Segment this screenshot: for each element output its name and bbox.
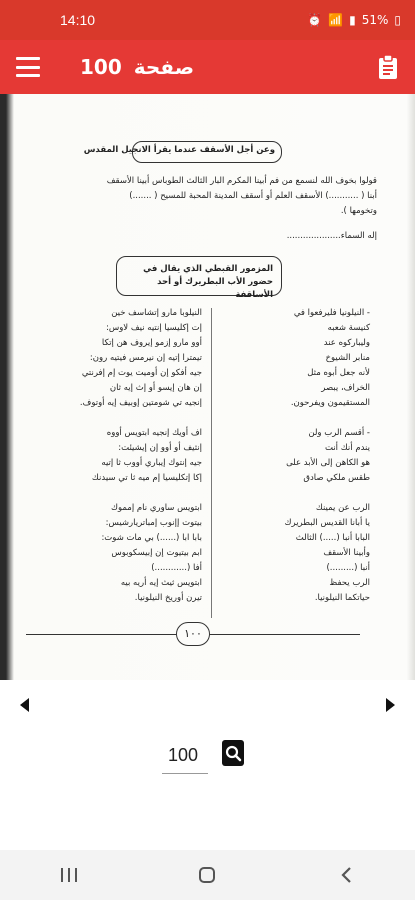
right-col-line: لأنه جعل أبوه مثل: [307, 368, 370, 378]
page-number-input[interactable]: [162, 738, 208, 774]
page-label-title: صفحة: [133, 55, 195, 79]
recent-apps-icon[interactable]: [49, 855, 89, 895]
left-col-line: أوو مارو إزمو إيروف هن إتكا: [101, 338, 202, 348]
left-col-line: إن هان إيسو أو إث إيه ثان: [109, 383, 202, 393]
left-col-line: النيلوبا مارو إتشاسف خين: [111, 308, 202, 318]
signal-icon: ▮: [349, 13, 356, 27]
left-col-line: بيتوت إإنوب إمباتريارشيس:: [105, 518, 202, 528]
right-col-line: يندم أنك أنت: [324, 443, 370, 453]
left-col-line: إنثيف أو أوو إن إيشيئت:: [118, 443, 202, 453]
right-col-line: أنبا (.........): [326, 563, 370, 573]
left-col-line: ابم بيتيوت إن إبيسكوبوس: [111, 548, 202, 558]
right-col-line: حياتكما النيلونيا.: [314, 593, 370, 603]
app-bar: [0, 40, 415, 94]
doc-line-3: وتخومها ).: [340, 206, 377, 216]
heading-text-2: المزمور القبطي الذي يقال في حضور الأب البطريرك أو أحد الأساقفة: [143, 264, 273, 300]
right-col-line: طقس ملكي صادق: [303, 473, 370, 483]
left-col-line: أفا (............): [151, 563, 202, 573]
right-col-line: هو الكاهن إلى الأبد على: [286, 458, 370, 468]
alarm-icon: ⏰: [307, 13, 323, 27]
right-col-line: الخراف، يبصر: [321, 383, 370, 393]
status-time: 14:10: [60, 12, 96, 28]
status-bar: [0, 0, 415, 40]
right-col-line: يا أبانا القديس البطريرك: [284, 518, 370, 528]
right-col-line: منابر الشيوخ: [325, 353, 370, 363]
right-col-line: - النيلونيا فليرفعوا في: [293, 308, 370, 318]
left-col-line: إت إكليسيا إنتيه نيف لاوس:: [105, 323, 202, 333]
heading-box-2: [116, 256, 282, 300]
right-col-line: الرب يحفظ: [329, 578, 370, 588]
right-col-line: - أقسم الرب ولن: [308, 428, 370, 438]
heading-text-1: وعن أجل الأسقف عندما يقرأ الانجيل المقدس: [83, 145, 275, 155]
battery-text: 51%: [361, 13, 389, 27]
back-icon[interactable]: [326, 855, 366, 895]
left-col-line: ابتويس ثيث إيه أريه بيه: [120, 578, 202, 588]
heading-box-1: [83, 141, 282, 163]
left-col-line: ابتويس ساوري نام إمموك: [110, 503, 202, 513]
right-col-line: البابا أنبا (.....) الثالث: [295, 533, 370, 543]
page-number-title: 100: [80, 55, 122, 79]
footer-line-right: [210, 634, 360, 635]
doc-line-1: قولوا بخوف الله لنسمع من فم أبينا المكرم البار الثالث الطوباس أبينا الأسقف: [106, 176, 377, 186]
status-icons: [307, 13, 401, 27]
search-icon[interactable]: [222, 740, 244, 766]
clipboard-icon[interactable]: [377, 54, 399, 80]
doc-line-ilah: إله السماء....................: [286, 231, 377, 241]
menu-icon[interactable]: [16, 57, 40, 77]
left-col-line: جيه أفكو إن أوميت يوت إم إفرنتي: [81, 368, 202, 378]
footer-line-left: [26, 634, 176, 635]
right-col-line: وأبينا الأسقف: [323, 548, 370, 558]
home-icon[interactable]: [187, 855, 227, 895]
battery-icon: ▯: [394, 13, 401, 27]
left-col-line: إنجيه تي شومتين إوبيف إيه أوتوف.: [79, 398, 202, 408]
right-col-line: الرب عن يمينك: [315, 503, 370, 513]
right-col-line: المستقيمون ويفرحون.: [290, 398, 370, 408]
wifi-icon: 📶: [328, 13, 344, 27]
column-divider: [211, 308, 212, 618]
previous-page-arrow-icon[interactable]: [20, 698, 29, 712]
left-col-line: تيمترا إتيه إن نيرمس فيتيه رون:: [89, 353, 202, 363]
left-col-line: اف أويك إنجيه ابتويس أووه: [106, 428, 202, 438]
left-col-line: جيه إنتوك إيباري أووب ثا إتيه: [101, 458, 202, 468]
right-col-line: كنيسة شعبه: [327, 323, 370, 333]
left-col-line: إكا إتكليسيا إم ميه ثا تي سيدنك: [91, 473, 202, 483]
page-controls: [0, 680, 415, 850]
scanned-page: [0, 94, 415, 680]
page-title: [80, 55, 194, 79]
right-col-line: وليباركوه عند: [323, 338, 370, 348]
doc-line-2: أبنا ( ...........) الأسقف العلم أو أسقف المدينة المحبة للمسيح ( .......): [129, 191, 377, 201]
left-col-line: بابا ابا (......) بي مات شوت:: [101, 533, 202, 543]
printed-page-number: ١٠٠: [176, 622, 210, 646]
system-nav-bar: [0, 850, 415, 900]
left-col-line: تيرن أوريخ النيلونيا.: [134, 593, 202, 603]
next-page-arrow-icon[interactable]: [386, 698, 395, 712]
document-viewer[interactable]: [0, 94, 415, 680]
